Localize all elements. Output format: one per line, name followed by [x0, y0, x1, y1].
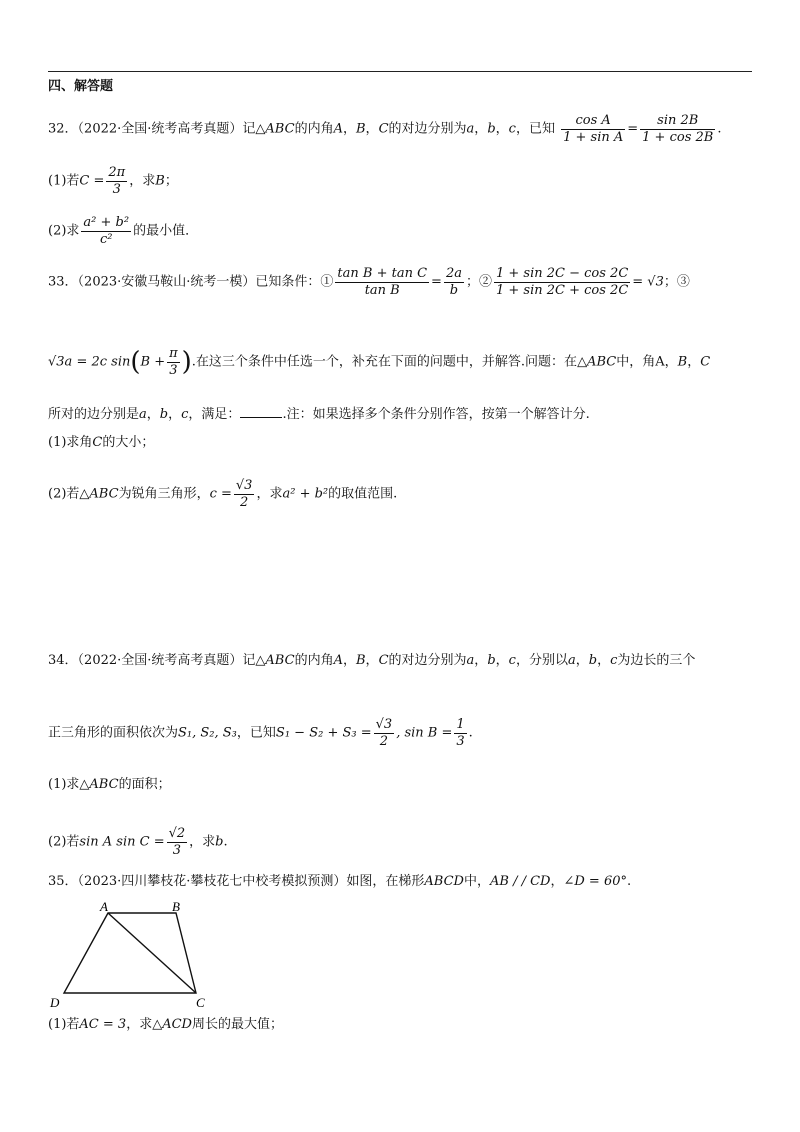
label-c: C: [196, 995, 205, 1010]
section-title: 四、解答题: [48, 79, 114, 94]
label-a: A: [100, 900, 108, 914]
top-rule: [48, 71, 752, 72]
q33-part1: (1)求角C的大小；: [48, 435, 155, 450]
label-d: D: [50, 995, 60, 1010]
label-b: B: [172, 900, 180, 914]
answer-blank[interactable]: [240, 405, 282, 418]
q32-frac-left: $\frac{\text{cos A}}{\text{1 + sin A}}$: [563, 113, 624, 145]
q32-stem: 32．（2022·全国·统考高考真题）记△ABC的内角A，B，C的对边分别为a，b，c，已知 $\frac{\text{cos A}}{\text{1 + sin A}}$ = $\frac{\sin 2B}{1 + \cos 2B}$ .: [48, 113, 722, 145]
q34-part2: (2)若sin A sin C = $\frac{√2}{3}$ ，求b.: [48, 826, 228, 858]
q35-part1: (1)若AC = 3，求△ACD周长的最大值；: [48, 1017, 283, 1032]
trapezoid-figure: [48, 900, 218, 1010]
q32-part2: (2)求 $\frac{\text{a² + b²}}{\text{c²}}$ 的最小值．: [48, 215, 199, 247]
q35-stem: 35．（2023·四川攀枝花·攀枝花七中校考模拟预测）如图，在梯形ABCD中，AB / / CD，∠D = 60°.: [48, 874, 632, 889]
q32-part1: (1)若C = $\frac{2\pi}{3}$ ，求B；: [48, 165, 178, 197]
q34-stem: 34．（2022·全国·统考高考真题）记△ABC的内角A，B，C的对边分别为a，b，c，分别以a，b，c为边长的三个: [48, 653, 696, 668]
q33-line2: √3a = 2c sin(B + $\frac{\pi}{3}$ ).在这三个条件中任选一个，补充在下面的问题中，并解答.问题：在△ABC中，角A，B，C: [48, 346, 711, 378]
q32-frac-right: $\frac{\sin 2B}{1 + \cos 2B}$: [642, 113, 714, 145]
q33-stem: 33．（2023·安徽马鞍山·统考一模）已知条件：① $\frac{\text{tan B + tan C}}{\text{tan B}}$ = $\frac{2a}{b}$ ；② $\frac{1 + \sin 2C - \cos 2C}{1 + \sin 2C + \cos 2C}$ = √3；③: [48, 266, 690, 298]
diagonal-ac: [108, 913, 196, 993]
q33-part2: (2)若△ABC为锐角三角形，c = $\frac{√3}{2}$ ，求a² + b²的取值范围.: [48, 478, 398, 510]
q34-line2: 正三角形的面积依次为S₁, S₂, S₃，已知S₁ − S₂ + S₃ = $\frac{√3}{2}$ , sin B = $\frac{1}{3}$ .: [48, 717, 473, 749]
q34-part1: (1)求△ABC的面积；: [48, 777, 171, 792]
q33-line3: 所对的边分别是a，b，c，满足： .注：如果选择多个条件分别作答，按第一个解答计分.: [48, 407, 590, 422]
trapezoid-outline: [64, 913, 196, 993]
